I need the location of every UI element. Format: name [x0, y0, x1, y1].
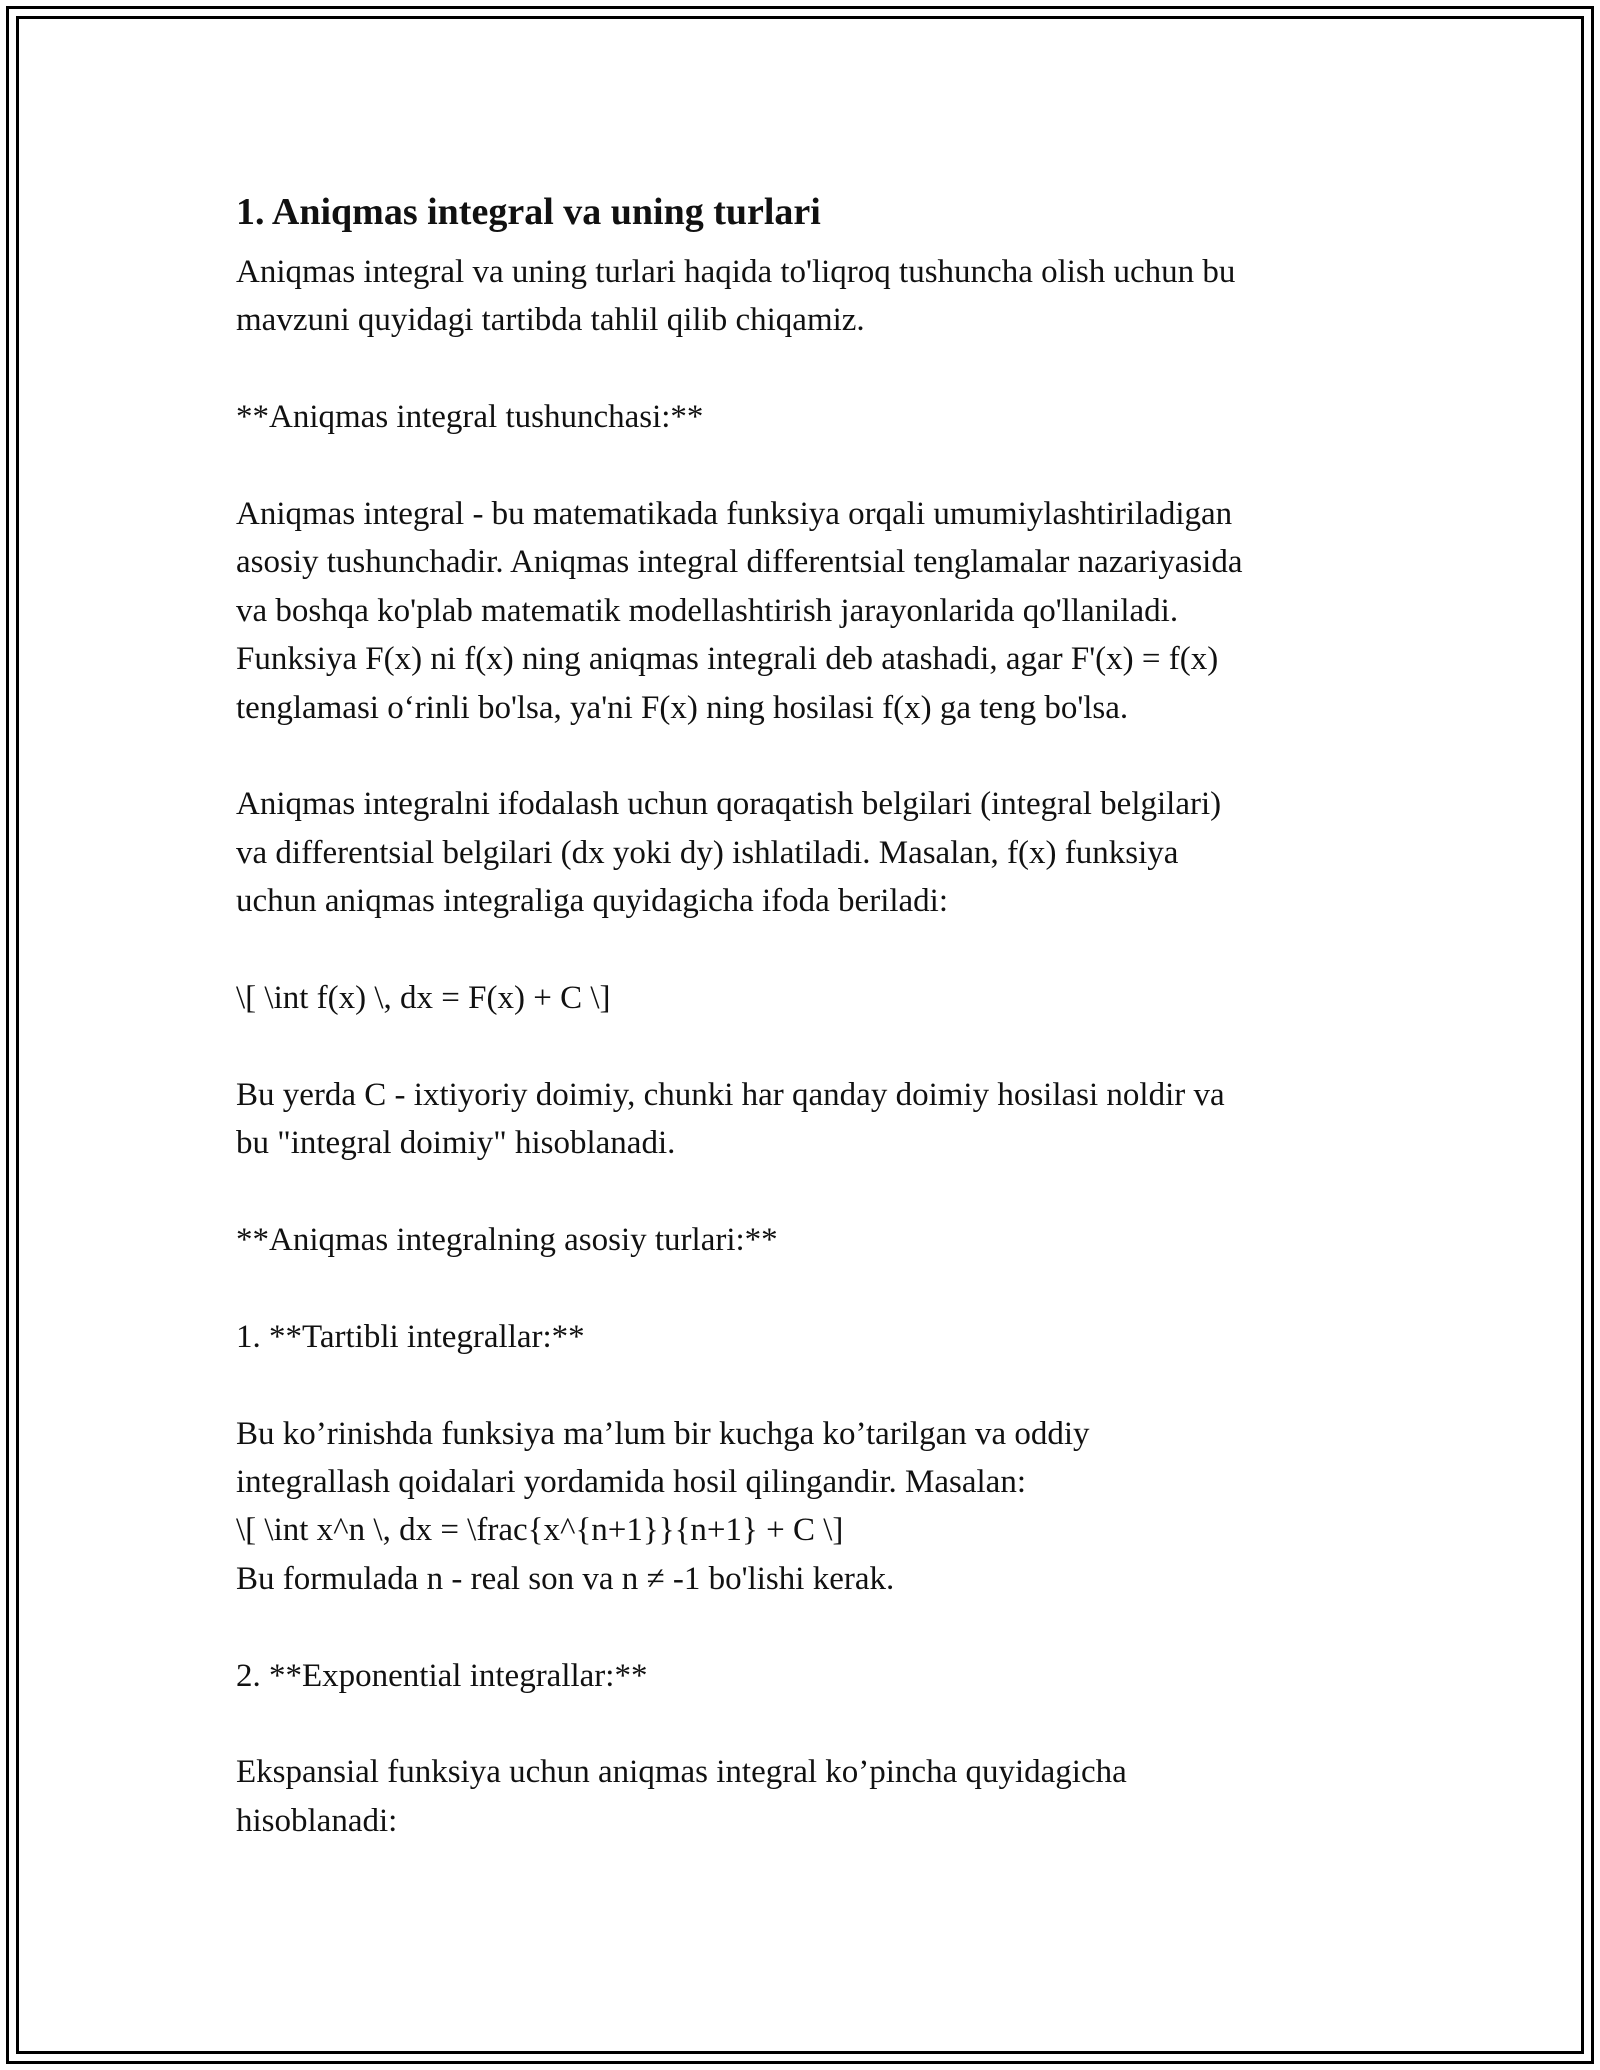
integral-formula: \[ \int f(x) \, dx = F(x) + C \]: [236, 980, 611, 1017]
document-title: 1. Aniqmas integral va uning turlari: [236, 191, 821, 233]
document-body: [236, 186, 1386, 1845]
section-heading-concept: **Aniqmas integral tushunchasi:**: [236, 399, 704, 436]
list-item-1-body: Bu ko’rinishda funksiya ma’lum bir kuchga ko’tarilgan va oddiy integrallash qoidalari yordamida hosil qilingandir. Masalan: \[ \int x^n \, dx = \frac{x^{n+1}}{n+1} + C \] Bu formulada n - real son va n ≠ -1 bo'lishi kerak.: [236, 1415, 1090, 1597]
constant-paragraph: Bu yerda C - ixtiyoriy doimiy, chunki har qanday doimiy hosilasi noldir va bu "integral doimiy" hisoblanadi.: [236, 1076, 1225, 1162]
list-item-2-heading: 2. **Exponential integrallar:**: [236, 1657, 648, 1694]
notation-paragraph: Aniqmas integralni ifodalash uchun qoraqatish belgilari (integral belgilari) va differentsial belgilari (dx yoki dy) ishlatiladi. Masalan, f(x) funksiya uchun aniqmas integraliga quyidagicha ifoda beriladi:: [236, 786, 1222, 920]
intro-paragraph: Aniqmas integral va uning turlari haqida to'liqroq tushuncha olish uchun bu mavzuni quyidagi tartibda tahlil qilib chiqamiz.: [236, 254, 1236, 339]
concept-paragraph: Aniqmas integral - bu matematikada funksiya orqali umumiylashtiriladigan asosiy tushunchadir. Aniqmas integral differentsial tenglamalar nazariyasida va boshqa ko'plab matematik modellashtirish jarayonlarida qo'llaniladi. Funksiya F(x) ni f(x) ning aniqmas integrali deb atashadi, agar F'(x) = f(x) tenglamasi o‘rinli bo'lsa, ya'ni F(x) ning hosilasi f(x) ga teng bo'lsa.: [236, 496, 1243, 726]
section-heading-types: **Aniqmas integralning asosiy turlari:**: [236, 1222, 778, 1259]
list-item-2-body: Ekspansial funksiya uchun aniqmas integral ko’pincha quyidagicha hisoblanadi:: [236, 1754, 1127, 1839]
list-item-1-heading: 1. **Tartibli integrallar:**: [236, 1318, 585, 1355]
